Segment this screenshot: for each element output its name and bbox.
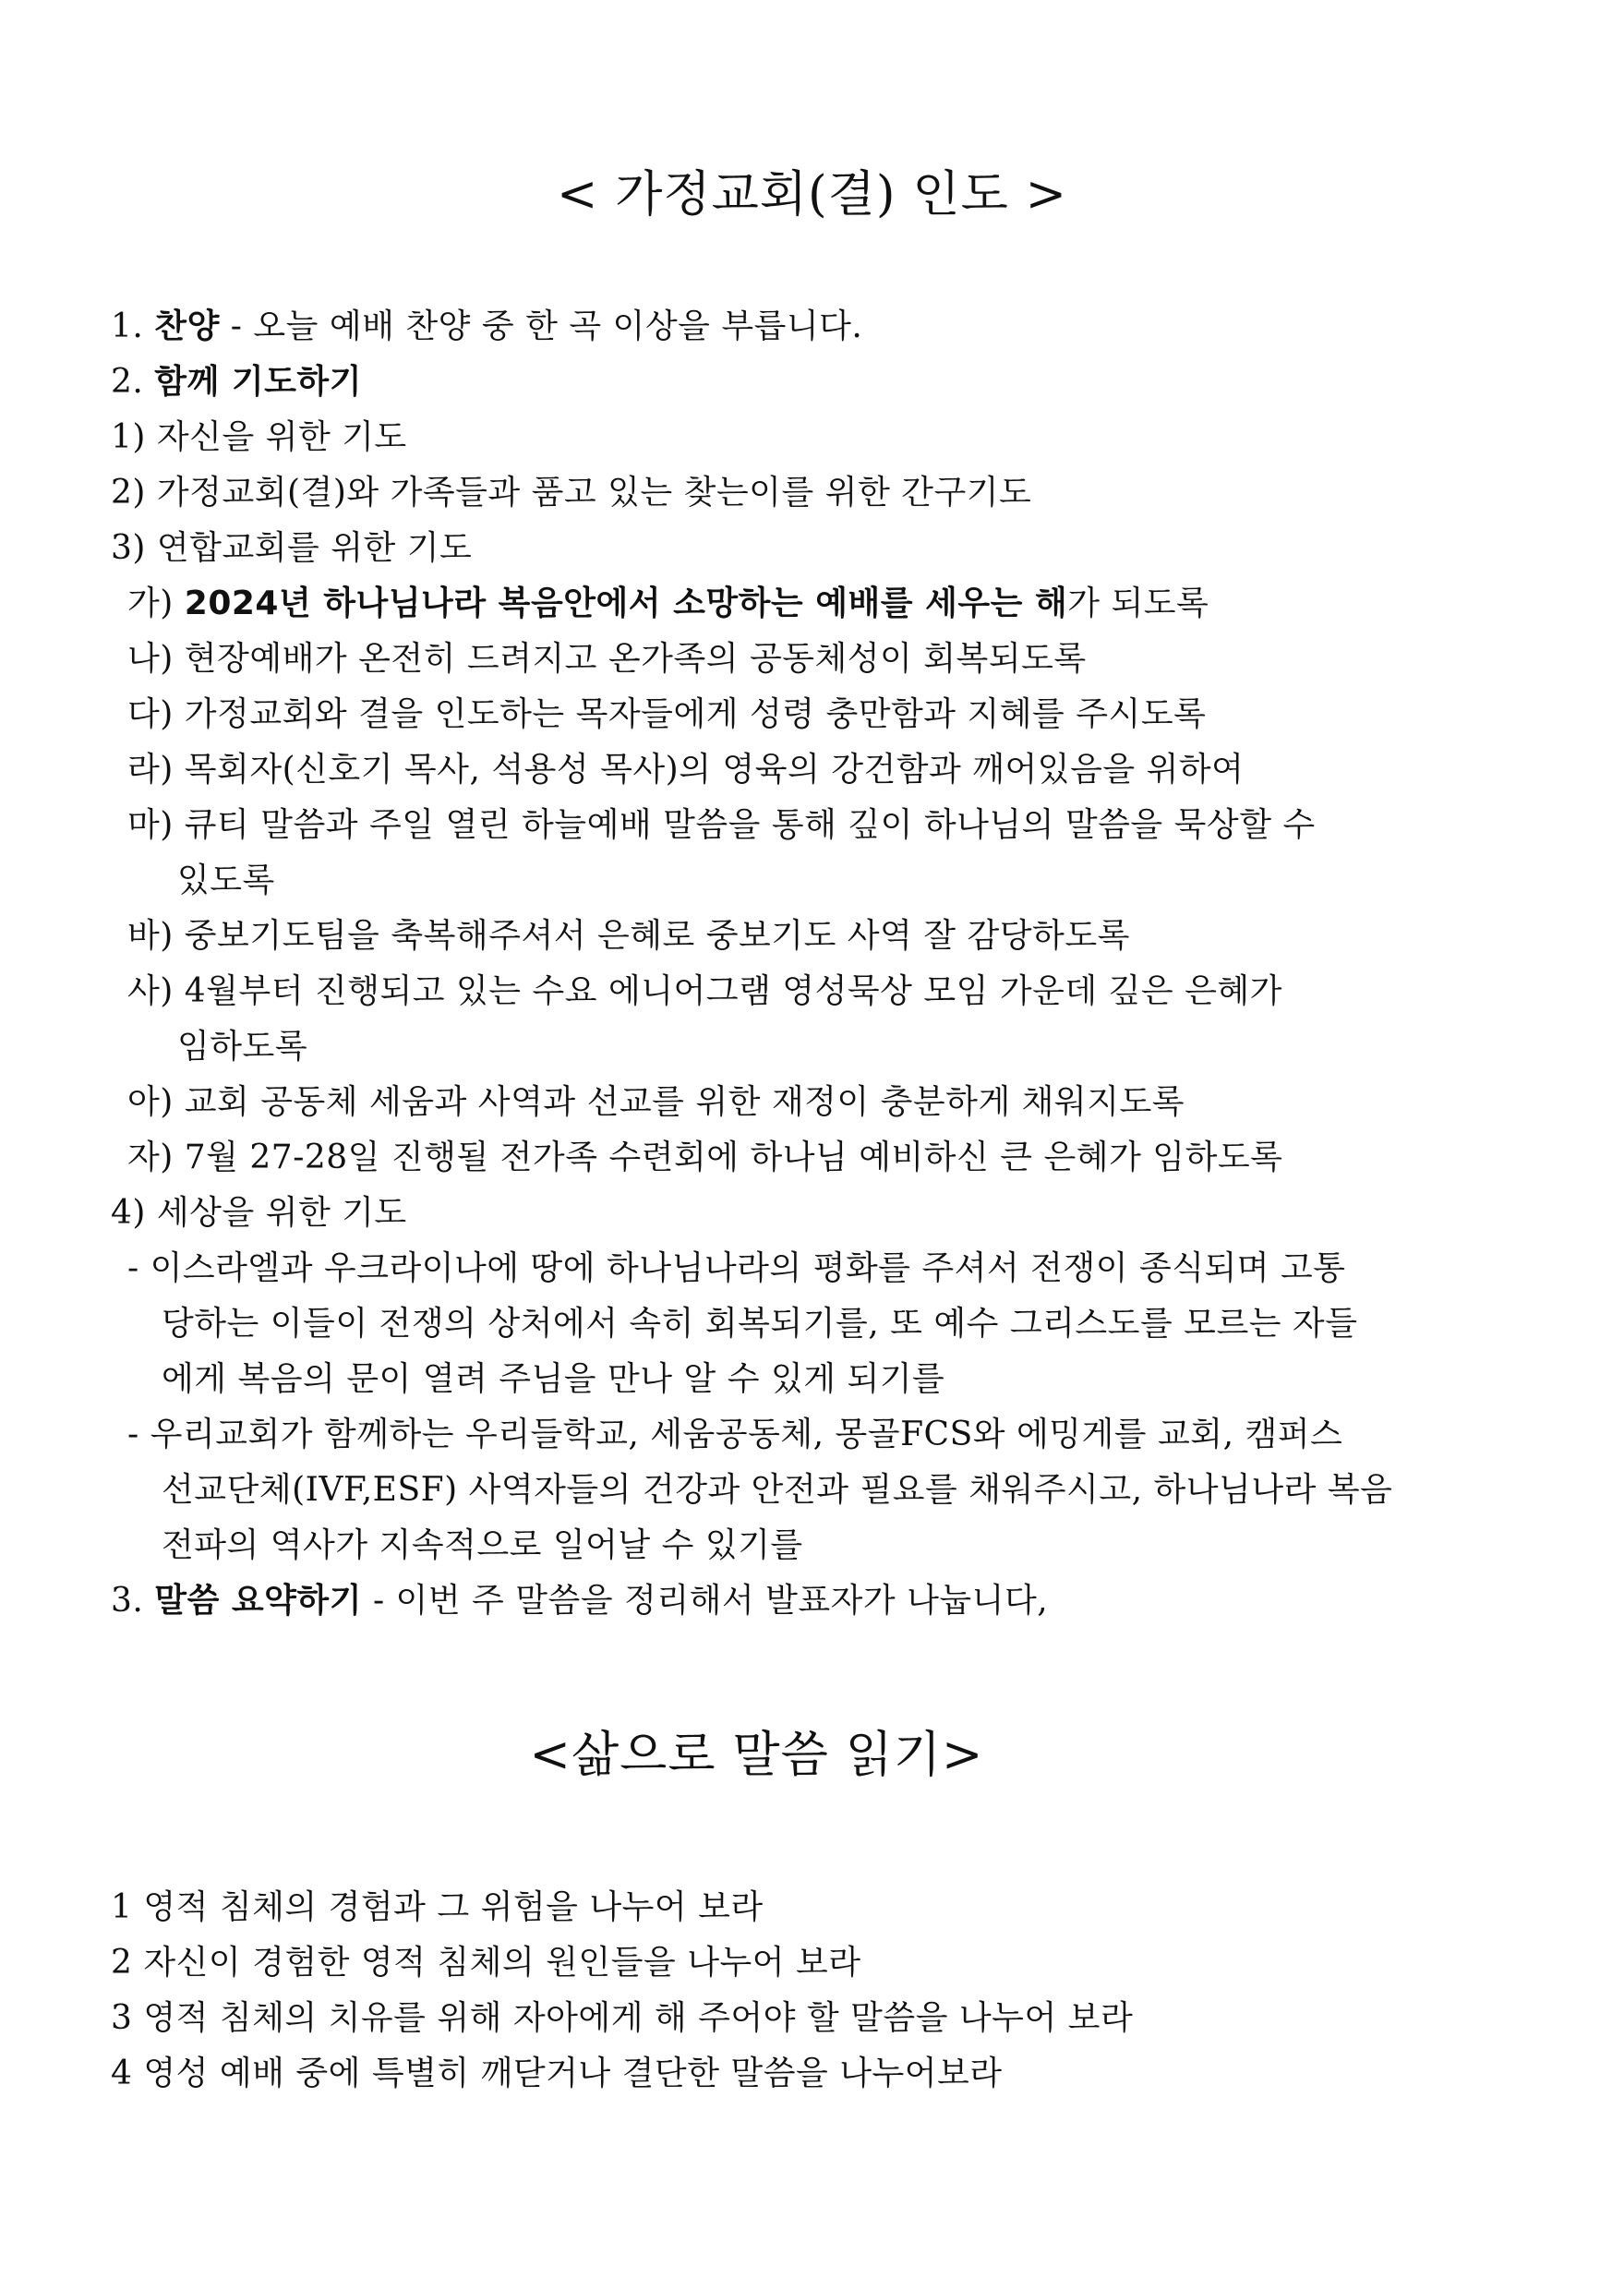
question-item: 3 영적 침체의 치유를 위해 자아에게 해 주어야 할 말씀을 나누어 보라 bbox=[111, 1999, 1134, 2037]
section-text: - 오늘 예배 찬양 중 한 곡 이상을 부릅니다. bbox=[219, 307, 863, 345]
section-number: 1. bbox=[111, 307, 155, 345]
world-prayer-2: - 우리교회가 함께하는 우리들학교, 세움공동체, 몽골FCS와 에밍게를 교회, 캠퍼스 bbox=[127, 1416, 1343, 1453]
church-prayer-ma: 마) 큐티 말씀과 주일 열린 하늘예배 말씀을 통해 깊이 하나님의 말씀을 묵상할 수 bbox=[127, 806, 1316, 844]
prayer-item-world: 4) 세상을 위한 기도 bbox=[111, 1194, 407, 1232]
world-prayer-1-cont: 에게 복음의 문이 열려 주님을 만나 알 수 있게 되기를 bbox=[162, 1360, 945, 1398]
section-title: <삶으로 말씀 읽기> bbox=[529, 1727, 984, 1783]
church-prayer-ja: 자) 7월 27-28일 진행될 전가족 수련회에 하나님 예비하신 큰 은혜가 임하도록 bbox=[127, 1139, 1283, 1176]
item-prefix: 가) bbox=[127, 585, 185, 622]
church-prayer-ma-cont: 있도록 bbox=[177, 862, 275, 899]
section-praise bbox=[111, 303, 862, 351]
section-heading: 말씀 요약하기 bbox=[154, 1582, 362, 1620]
section-text: - 이번 주 말씀을 정리해서 발표자가 나눕니다, bbox=[362, 1582, 1049, 1620]
church-prayer-ra: 라) 목회자(신호기 목사, 석용성 목사)의 영육의 강건함과 깨어있음을 위하여 bbox=[127, 751, 1245, 789]
section-summary bbox=[111, 1577, 1048, 1625]
world-prayer-1: - 이스라엘과 우크라이나에 땅에 하나님나라의 평화를 주셔서 전쟁이 종식되며 고통 bbox=[127, 1249, 1346, 1287]
prayer-item-church: 3) 연합교회를 위한 기도 bbox=[111, 529, 473, 567]
church-prayer-ba: 바) 중보기도팀을 축복해주셔서 은혜로 중보기도 사역 잘 감당하도록 bbox=[127, 917, 1130, 955]
church-prayer-sa-cont: 임하도록 bbox=[177, 1028, 308, 1066]
prayer-item-family: 2) 가정교회(결)와 가족들과 품고 있는 찾는이를 위한 간구기도 bbox=[111, 474, 1032, 512]
world-prayer-2-cont: 전파의 역사가 지속적으로 일어날 수 있기를 bbox=[162, 1526, 803, 1564]
section-number: 3. bbox=[111, 1582, 155, 1620]
section-prayer bbox=[111, 358, 362, 406]
item-suffix: 가 되도록 bbox=[1067, 585, 1209, 622]
world-prayer-2-cont: 선교단체(IVF,ESF) 사역자들의 건강과 안전과 필요를 채워주시고, 하나님나라 복음 bbox=[162, 1471, 1393, 1509]
item-emphasis: 2024년 하나님나라 복음안에서 소망하는 예배를 세우는 해 bbox=[184, 585, 1068, 622]
church-prayer-aa: 아) 교회 공동체 세움과 사역과 선교를 위한 재정이 충분하게 채워지도록 bbox=[127, 1083, 1185, 1121]
church-prayer-ga bbox=[127, 580, 1209, 628]
section-number: 2. bbox=[111, 363, 155, 401]
church-prayer-na: 나) 현장예배가 온전히 드려지고 온가족의 공동체성이 회복되도록 bbox=[127, 640, 1087, 678]
question-item: 1 영적 침체의 경험과 그 위험을 나누어 보라 bbox=[111, 1888, 764, 1926]
church-prayer-sa: 사) 4월부터 진행되고 있는 수요 에니어그램 영성묵상 모임 가운데 깊은 은혜가 bbox=[127, 972, 1282, 1010]
prayer-item-self: 1) 자신을 위한 기도 bbox=[111, 418, 407, 456]
question-item: 2 자신이 경험한 영적 침체의 원인들을 나누어 보라 bbox=[111, 1944, 861, 1982]
page-title: < 가정교회(결) 인도 > bbox=[556, 166, 1068, 223]
question-item: 4 영성 예배 중에 특별히 깨닫거나 결단한 말씀을 나누어보라 bbox=[111, 2055, 1003, 2092]
section-heading: 찬양 bbox=[154, 307, 220, 345]
section-heading: 함께 기도하기 bbox=[154, 363, 362, 401]
world-prayer-1-cont: 당하는 이들이 전쟁의 상처에서 속히 회복되기를, 또 예수 그리스도를 모르는 자들 bbox=[162, 1305, 1358, 1343]
church-prayer-da: 다) 가정교회와 결을 인도하는 목자들에게 성령 충만함과 지혜를 주시도록 bbox=[127, 695, 1207, 733]
